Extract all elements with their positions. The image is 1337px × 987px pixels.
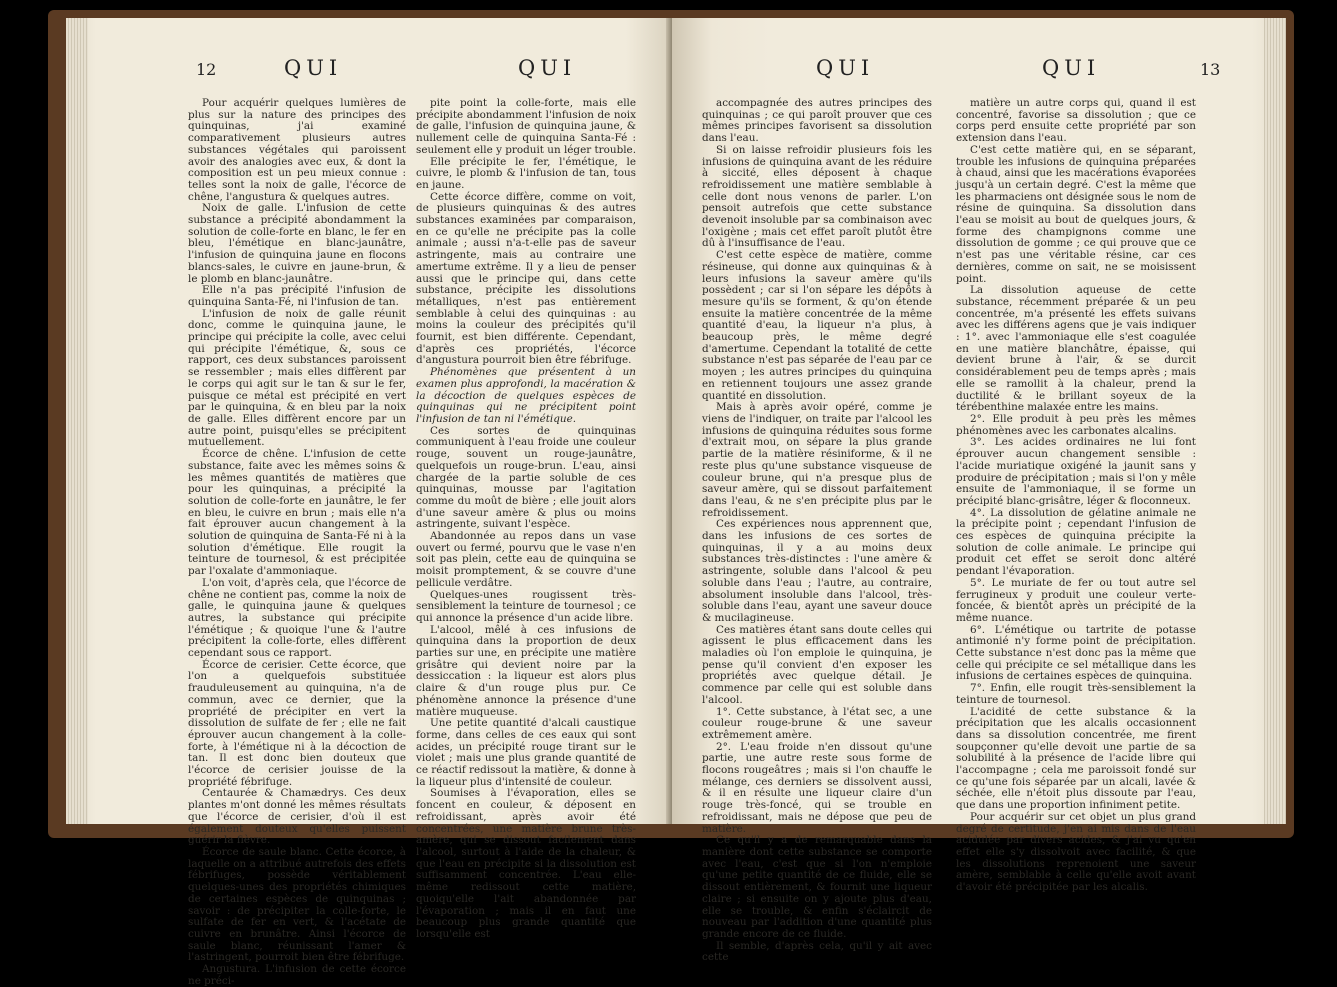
- paragraph: 3°. Les acides ordinaires ne lui font éprouver aucun changement sensible : l'acide muriatique oxigéné la jaunit sans y produire de précipitation ; mais si l'on y mêle ensuite de l'ammoniaque, il se forme un précipité blanc-grisâtre, léger & floconneux.: [956, 436, 1196, 507]
- paragraph: Ces expériences nous apprennent que, dans les infusions de ces sortes de quinquinas, il y a au moins deux substances très-distinctes : l'une amère & astringente, soluble dans l'alcool & peu soluble dans l'eau ; l'autre, au contraire, absolument insoluble dans l'alcool, très-soluble dans l'eau, ayant une saveur douce & mucilagineuse.: [702, 518, 932, 624]
- paragraph: 5°. Le muriate de fer ou tout autre sel ferrugineux y produit une couleur verte-foncée, & bientôt après un précipité de la même nuance.: [956, 576, 1196, 624]
- paragraph: Écorce de saule blanc. Cette écorce, à laquelle on a attribué autrefois des effets fébrifuges, possède véritablement quelques-unes des propriétés chimiques de certaines espèces de quinquinas ; savoir : de précipiter la colle-forte, le sulfate de fer en vert, & l'acétate de cuivre en brunâtre. Ainsi l'écorce de saule blanc, réunissant l'amer & l'astringent, pourroit bien être fébrifuge.: [188, 846, 406, 964]
- paragraph: L'infusion de noix de galle réunit donc, comme le quinquina jaune, le principe qui précipite la colle, avec celui qui précipite l'émétique, &, sous ce rapport, ces deux substances paroissent se ressembler ; mais elles diffèrent par le corps qui agit sur le tan & sur le fer, puisque ce métal est précipité en vert par le quinquina, & en bleu par la noix de galle. Elles diffèrent encore par un autre point, puisqu'elles se précipitent mutuellement.: [188, 307, 406, 449]
- running-header-right: QUI: [518, 56, 577, 80]
- right-page: [672, 18, 1286, 964]
- paragraph: L'on voit, d'après cela, que l'écorce de chêne ne contient pas, comme la noix de galle, le quinquina jaune & quelques autres, la substance qui précipite l'émétique ; & quoique l'une & l'autre précipitent la colle-forte, elles diffèrent cependant sous ce rapport.: [188, 576, 406, 660]
- paragraph: pite point la colle-forte, mais elle précipite abondamment l'infusion de noix de galle, l'infusion de quinquina jaune, & nullement celle de quinquina Santa-Fé : seulement elle y produit un léger trouble.: [416, 97, 637, 156]
- paragraph: Ce qu'il y a de remarquable dans la manière dont cette substance se comporte avec l'eau, c'est que si l'on n'emploie qu'une petite quantité de ce fluide, elle se dissout entièrement, & fournit une liqueur claire ; si ensuite on y ajoute plus d'eau, elle se trouble, & enfin s'éclaircit de nouveau par l'addition d'une quantité plus grande encore de ce fluide.: [702, 834, 932, 940]
- paragraph: C'est cette espèce de matière, comme résineuse, qui donne aux quinquinas & à leurs infusions la saveur amère qu'ils possèdent ; car si l'on sépare les dépôts à mesure qu'ils se forment, & qu'on étende ensuite la matière concentrée de la même quantité d'eau, la liqueur n'a plus, à beaucoup près, le même degré d'amertume. Cependant la totalité de cette substance n'est pas séparée de l'eau par ce moyen ; les autres principes du quinquina en retiennent toujours une assez grande quantité en dissolution.: [702, 249, 932, 402]
- running-header-left: QUI: [284, 56, 343, 80]
- text-column-2: [416, 97, 637, 940]
- text-column-1: [702, 97, 932, 964]
- paragraph: Abandonnée au repos dans un vase ouvert ou fermé, pourvu que le vase n'en soit pas plein, cette eau de quinquina se moisit promptement, & se couvre d'une pellicule verdâtre.: [416, 530, 636, 589]
- paragraph: Une petite quantité d'alcali caustique forme, dans celles de ces eaux qui sont acides, un précipité rouge tirant sur le violet ; mais une plus grande quantité de ce réactif redissout la matière, & donne à la liqueur plus d'intensité de couleur.: [416, 717, 636, 788]
- page-number: 12: [196, 60, 217, 79]
- paragraph: accompagnée des autres principes des quinquinas ; ce qui paroît prouver que ces mêmes principes favorisent sa dissolution dans l'eau.: [702, 97, 932, 145]
- paragraph: Pour acquérir sur cet objet un plus grand degré de certitude, j'en ai mis dans de l'eau acidulée par divers acides, & j'ai vu qu'en effet elle s'y dissolvoit avec facilité, & que les dissolutions reprenoient une saveur amère, semblable à celle qu'elle avoit avant d'avoir été précipitée par les alcalis.: [956, 810, 1196, 894]
- paragraph: Phénomènes que présentent à un examen plus approfondi, la macération & la décoction de quelques espèces de quinquinas qui ne précipitent point l'infusion de tan ni l'émétique.: [416, 366, 636, 425]
- text-column-1: [188, 97, 406, 987]
- paragraph: Quelques-unes rougissent très-sensiblement la teinture de tournesol ; ce qui annonce la présence d'un acide libre.: [416, 588, 636, 624]
- paragraph: Écorce de chêne. L'infusion de cette substance, faite avec les mêmes soins & les mêmes quantités de matières que pour les quinquinas, a précipité la solution de colle-forte en jaunâtre, le fer en bleu, le cuivre en brun ; mais elle n'a fait éprouver aucun changement à la solution de quinquina de Santa-Fé ni à la solution d'émétique. Elle rougit la teinture de tournesol, & est précipitée par l'oxalate d'ammoniaque.: [188, 448, 406, 578]
- paragraph: L'acidité de cette substance & la précipitation que les alcalis occasionnent dans sa dissolution concentrée, me firent soupçonner qu'elle devoit une partie de sa solubilité à la présence de l'acide libre qui l'accompagne ; cela me paroissoit fondé sur ce qu'une fois séparée par un alcali, lavée & séchée, elle n'étoit plus dissoute par l'eau, que dans une proportion infiniment petite.: [956, 705, 1196, 812]
- paragraph: La dissolution aqueuse de cette substance, récemment préparée & un peu concentrée, m'a présenté les effets suivans avec les différens agens que je vais indiquer : 1°. avec l'ammoniaque elle s'est coagulée en une matière blanchâtre, épaisse, qui devient brune à l'air, & se durcit considérablement peu de temps après ; mais elle se ramollit à la chaleur, prend la ductilité & le brillant soyeux de la térébenthine malaxée entre les mains.: [956, 284, 1196, 414]
- paragraph: Centaurée & Chamædrys. Ces deux plantes m'ont donné les mêmes résultats que l'écorce de cerisier, d'où il est également douteux qu'elles puissent guérir la fièvre.: [188, 787, 406, 847]
- paragraph: Elle précipite le fer, l'émétique, le cuivre, le plomb & l'infusion de tan, tous en jaune.: [416, 155, 636, 191]
- paragraph: C'est cette matière qui, en se séparant, trouble les infusions de quinquina préparées à chaud, ainsi que les macérations évaporées jusqu'à un certain degré. C'est la même que les pharmaciens ont désignée sous le nom de résine de quinquina. Sa dissolution dans l'eau se moisit au bout de quelques jours, & forme des champignons comme une dissolution de gomme ; ce qui prouve que ce n'est pas une véritable résine, car ces dernières, comme on sait, ne se moisissent point.: [956, 143, 1196, 285]
- page-edges: [66, 18, 88, 824]
- paragraph: Noix de galle. L'infusion de cette substance a précipité abondamment la solution de colle-forte en blanc, le fer en bleu, l'émétique en blanc-jaunâtre, l'infusion de quinquina jaune en flocons blancs-sales, le cuivre en jaune-brun, & le plomb en blanc-jaunâtre.: [188, 202, 406, 285]
- page-number: 13: [1200, 60, 1221, 79]
- paragraph: L'alcool, mêlé à ces infusions de quinquina dans la proportion de deux parties sur une, en précipite une matière grisâtre qui devient noire par la dessiccation : la liqueur est alors plus claire & d'un rouge plus pur. Ce phénomène annonce la présence d'une matière muqueuse.: [416, 623, 636, 718]
- paragraph: 4°. La dissolution de gélatine animale ne la précipite point ; cependant l'infusion de ces espèces de quinquina précipite la solution de colle animale. Le principe qui produit cet effet se seroit donc altéré pendant l'évaporation.: [956, 506, 1196, 578]
- paragraph: Cette écorce diffère, comme on voit, de plusieurs quinquinas & des autres substances examinées par comparaison, en ce qu'elle ne précipite pas la colle animale ; aussi n'a-t-elle pas de saveur astringente, mais au contraire une amertume extrême. Il y a lieu de penser aussi que le principe qui, dans cette substance, précipite les dissolutions métalliques, n'est pas entièrement semblable à celui des quinquinas : au moins la couleur des précipités qu'il fournit, est bien différente. Cependant, d'après ces propriétés, l'écorce d'angustura pourroit bien être fébrifuge.: [416, 190, 636, 367]
- paragraph: Angustura. L'infusion de cette écorce ne préci-: [188, 963, 406, 987]
- paragraph: Soumises à l'évaporation, elles se foncent en couleur, & déposent en refroidissant, après avoir été concentrées, une matière brune très-amère, qui se dissout facilement dans l'alcool, surtout à l'aide de la chaleur, & que l'eau en précipite si la dissolution est suffisamment concentrée. L'eau elle-même redissout cette matière, quoiqu'elle l'ait abandonnée par l'évaporation ; mais il en faut une beaucoup plus grande quantité que lorsqu'elle est: [416, 787, 636, 940]
- paragraph: 2°. L'eau froide n'en dissout qu'une partie, une autre reste sous forme de flocons rougeâtres ; mais si l'on chauffe le mélange, ces derniers se dissolvent aussi, & il en résulte une liqueur claire d'un rouge très-foncé, qui se trouble en refroidissant, mais ne dépose que peu de matière.: [702, 740, 932, 835]
- running-header-right: QUI: [1042, 56, 1101, 80]
- paragraph: Ces sortes de quinquinas communiquent à l'eau froide une couleur rouge, souvent un rouge-jaunâtre, quelquefois un rouge-brun. L'eau, ainsi chargée de la partie soluble de ces quinquinas, mousse par l'agitation comme du moût de bière ; elle jouit alors d'une saveur amère & plus ou moins astringente, suivant l'espèce.: [416, 424, 636, 531]
- paragraph: 2°. Elle produit à peu près les mêmes phénomènes avec les carbonates alcalins.: [956, 412, 1196, 437]
- paragraph: Ces matières étant sans doute celles qui agissent le plus efficacement dans les maladies où l'on emploie le quinquina, je pense qu'il convient d'en exposer les propriétés avec quelque détail. Je commence par celle qui est soluble dans l'alcool.: [702, 623, 932, 706]
- paragraph: Elle n'a pas précipité l'infusion de quinquina Santa-Fé, ni l'infusion de tan.: [188, 284, 406, 308]
- page-edges: [1264, 18, 1286, 824]
- paragraph: 7°. Enfin, elle rougit très-sensiblement la teinture de tournesol.: [956, 682, 1196, 706]
- paragraph: Mais à après avoir opéré, comme je viens de l'indiquer, on traite par l'alcool les infusions de quinquina réduites sous forme d'extrait mou, on sépare la plus grande partie de la matière résiniforme, & il ne reste plus qu'une substance visqueuse de couleur brune, qui n'a presque plus de saveur amère, qui se dissout parfaitement dans l'eau, & ne s'en précipite plus par le refroidissement.: [702, 401, 932, 519]
- running-header-left: QUI: [816, 56, 875, 80]
- paragraph: Il semble, d'après cela, qu'il y ait avec cette: [702, 939, 932, 964]
- paragraph: 6°. L'émétique ou tartrite de potasse antimonié n'y forme point de précipitation. Cette substance n'est donc pas la même que celle qui précipite ce sel métallique dans les infusions de certaines espèces de quinquina.: [956, 623, 1196, 683]
- paragraph: Pour acquérir quelques lumières de plus sur la nature des principes des quinquinas, j'ai examiné comparativement plusieurs autres substances végétales qui paroissent avoir des analogies avec eux, & dont la composition est un peu mieux connue : telles sont la noix de galle, l'écorce de chêne, l'angustura & quelques autres.: [188, 97, 406, 203]
- left-page: [66, 18, 672, 987]
- paragraph: matière un autre corps qui, quand il est concentré, favorise sa dissolution ; que ce corps perd ensuite cette propriété par son extension dans l'eau.: [956, 97, 1196, 145]
- paragraph: Écorce de cerisier. Cette écorce, que l'on a quelquefois substituée frauduleusement au quinquina, n'a de commun, avec ce dernier, que la propriété de précipiter en vert la dissolution de sulfate de fer ; elle ne fait éprouver aucun changement à la colle-forte, à l'émétique ni à la décoction de tan. Il est donc bien douteux que l'écorce de cerisier jouisse de la propriété fébrifuge.: [188, 658, 406, 788]
- paragraph: Si on laisse refroidir plusieurs fois les infusions de quinquina avant de les réduire à siccité, elles déposent à chaque refroidissement une matière semblable à celle dont nous venons de parler. L'on pensoit autrefois que cette substance devenoit insoluble par sa combinaison avec l'oxigène ; mais cet effet paroît plutôt être dû à l'insuffisance de l'eau.: [702, 143, 932, 250]
- paragraph: 1°. Cette substance, à l'état sec, a une couleur rouge-brune & une saveur extrêmement amère.: [702, 705, 932, 741]
- text-column-2: [956, 97, 1196, 894]
